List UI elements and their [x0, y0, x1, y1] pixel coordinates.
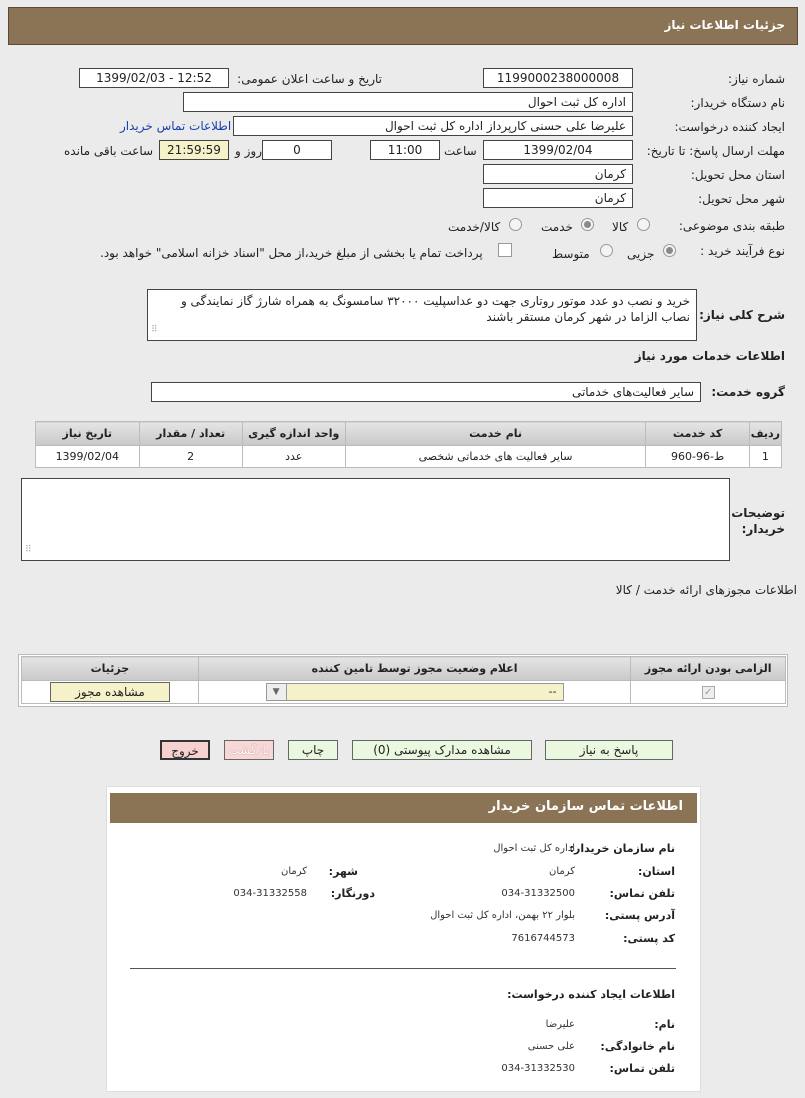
chevron-down-icon[interactable]: ▼ [267, 684, 287, 700]
required-cell [631, 681, 786, 704]
table-row [22, 681, 786, 704]
creator-name-value: علیرضا [545, 1019, 575, 1030]
cell-unit: عدد [242, 446, 345, 468]
category-label: طبقه بندی موضوعی: [678, 219, 785, 233]
col-unit: واحد اندازه گیری [242, 422, 345, 446]
buyer-contact-link[interactable]: اطلاعات تماس خریدار [120, 119, 232, 133]
page-header [8, 7, 798, 45]
address-value: بلوار ۲۲ بهمن، اداره کل ثبت احوال [430, 910, 575, 921]
address-label: آدرس پستی: [604, 909, 675, 922]
process-option-minor: جزیی [627, 247, 655, 261]
reply-button[interactable]: پاسخ به نیاز [545, 740, 673, 760]
city-field[interactable]: کرمان [483, 188, 633, 208]
attachments-button[interactable]: مشاهده مدارک پیوستی (0) [352, 740, 532, 760]
buyer-notes-textarea[interactable] [21, 478, 730, 561]
description-textarea[interactable] [147, 289, 697, 341]
services-table-header [36, 422, 782, 446]
cell-row: 1 [749, 446, 781, 468]
category-radio-both[interactable] [509, 218, 522, 231]
col-qty: تعداد / مقدار [139, 422, 242, 446]
category-option-service: خدمت [541, 220, 573, 234]
contact-phone-label: تلفن تماس: [609, 887, 675, 900]
need-number-field[interactable]: 1199000238000008 [483, 68, 633, 88]
creator-label: ایجاد کننده درخواست: [674, 120, 785, 134]
announce-label: تاریخ و ساعت اعلان عمومی: [237, 72, 382, 86]
col-row: ردیف [749, 422, 781, 446]
deadline-label: مهلت ارسال پاسخ: تا تاریخ: [646, 144, 785, 158]
col-status: اعلام وضعیت مجوز توسط تامین کننده [198, 657, 631, 681]
service-group-label: گروه خدمت: [711, 385, 785, 399]
city-label: شهر محل تحویل: [698, 192, 785, 206]
creator-info-title: اطلاعات ایجاد کننده درخواست: [507, 988, 675, 1001]
cell-date: 1399/02/04 [36, 446, 140, 468]
contact-fax-label: دورنگار: [330, 887, 375, 900]
cell-code: ط-96-960 [646, 446, 749, 468]
category-option-both: کالا/خدمت [448, 220, 501, 234]
contact-city-label: شهر: [328, 865, 358, 878]
services-table [35, 421, 782, 468]
process-option-medium: متوسط [552, 247, 590, 261]
category-option-goods: کالا [612, 220, 629, 234]
contact-province-label: استان: [638, 865, 675, 878]
contact-fax-value: 034-31332558 [233, 888, 307, 899]
col-required: الزامی بودن ارائه مجوز [631, 657, 786, 681]
permits-title: اطلاعات مجوزهای ارائه خدمت / کالا [615, 583, 797, 597]
back-button[interactable]: بازگشت [224, 740, 274, 760]
creator-name-label: نام: [654, 1018, 675, 1031]
buyer-org-label: نام دستگاه خریدار: [690, 96, 785, 110]
category-radio-goods[interactable] [637, 218, 650, 231]
exit-button[interactable]: خروج [160, 740, 210, 760]
time-label: ساعت [444, 144, 477, 158]
permit-status-value: -- [287, 684, 563, 700]
col-name: نام خدمت [345, 422, 646, 446]
org-value: اداره کل ثبت احوال [493, 843, 575, 854]
print-button[interactable]: چاپ [288, 740, 338, 760]
description-text: خرید و نصب دو عدد موتور روتاری جهت دو عداسپلیت ۳۲۰۰۰ سامسونگ به همراه شارژ گاز نمایندگی و نصاب الزاما در شهر کرمان مستقر باشند [180, 294, 690, 324]
payment-checkbox[interactable] [498, 243, 512, 257]
creator-family-value: علی حسنی [527, 1041, 575, 1052]
payment-note: پرداخت تمام یا بخشی از مبلغ خرید،از محل "اسناد خزانه اسلامی" خواهد بود. [100, 246, 483, 260]
process-radio-minor[interactable] [663, 244, 676, 257]
need-number-label: شماره نیاز: [728, 72, 785, 86]
cell-name: سایر فعالیت های خدماتی شخصی [345, 446, 646, 468]
remaining-label: ساعت باقی مانده [64, 144, 154, 158]
view-permit-button[interactable]: مشاهده مجوز [50, 682, 170, 702]
process-radio-medium[interactable] [600, 244, 613, 257]
page-title: جزئیات اطلاعات نیاز [664, 18, 785, 32]
buyer-notes-label: توضیحات خریدار: [731, 506, 785, 536]
creator-phone-value: 034-31332530 [501, 1063, 575, 1074]
contact-panel-title: اطلاعات تماس سازمان خریدار [110, 793, 697, 823]
deadline-date-field[interactable]: 1399/02/04 [483, 140, 633, 160]
service-group-field[interactable]: سایر فعالیت‌های خدماتی [151, 382, 701, 402]
contact-phone-value: 034-31332500 [501, 888, 575, 899]
description-label: شرح کلی نیاز: [699, 308, 785, 322]
col-date: تاریخ نیاز [36, 422, 140, 446]
days-field[interactable]: 0 [262, 140, 332, 160]
creator-phone-label: تلفن تماس: [609, 1062, 675, 1075]
table-row [36, 446, 782, 468]
days-label: روز و [235, 144, 262, 158]
col-details: جزئیات [22, 657, 199, 681]
buyer-org-field[interactable]: اداره کل ثبت احوال [183, 92, 633, 112]
status-cell [198, 681, 631, 704]
deadline-time-field[interactable]: 11:00 [370, 140, 440, 160]
services-section-title: اطلاعات خدمات مورد نیاز [634, 349, 785, 363]
cell-qty: 2 [139, 446, 242, 468]
creator-field[interactable]: علیرضا علی حسنی کارپرداز اداره کل ثبت احوال [233, 116, 633, 136]
permits-table-header [22, 657, 786, 681]
province-field[interactable]: کرمان [483, 164, 633, 184]
postal-label: کد پستی: [623, 932, 675, 945]
permit-status-select[interactable] [266, 683, 564, 701]
panel-divider [130, 968, 676, 969]
announce-field[interactable]: 1399/02/03 - 12:52 [79, 68, 229, 88]
postal-value: 7616744573 [511, 933, 575, 944]
resize-grip-icon[interactable]: ⠿ [25, 545, 32, 555]
resize-grip-icon[interactable]: ⠿ [151, 325, 158, 335]
details-cell [22, 681, 199, 704]
category-radio-service[interactable] [581, 218, 594, 231]
remaining-time-field: 21:59:59 [159, 140, 229, 160]
process-label: نوع فرآیند خرید : [700, 244, 785, 258]
permits-table [21, 656, 786, 704]
contact-province-value: کرمان [548, 866, 575, 877]
org-label: نام سازمان خریدار: [569, 842, 675, 855]
required-checkbox: ✓ [702, 686, 715, 699]
province-label: استان محل تحویل: [690, 168, 785, 182]
contact-city-value: کرمان [280, 866, 307, 877]
creator-family-label: نام خانوادگی: [600, 1040, 675, 1053]
col-code: کد خدمت [646, 422, 749, 446]
